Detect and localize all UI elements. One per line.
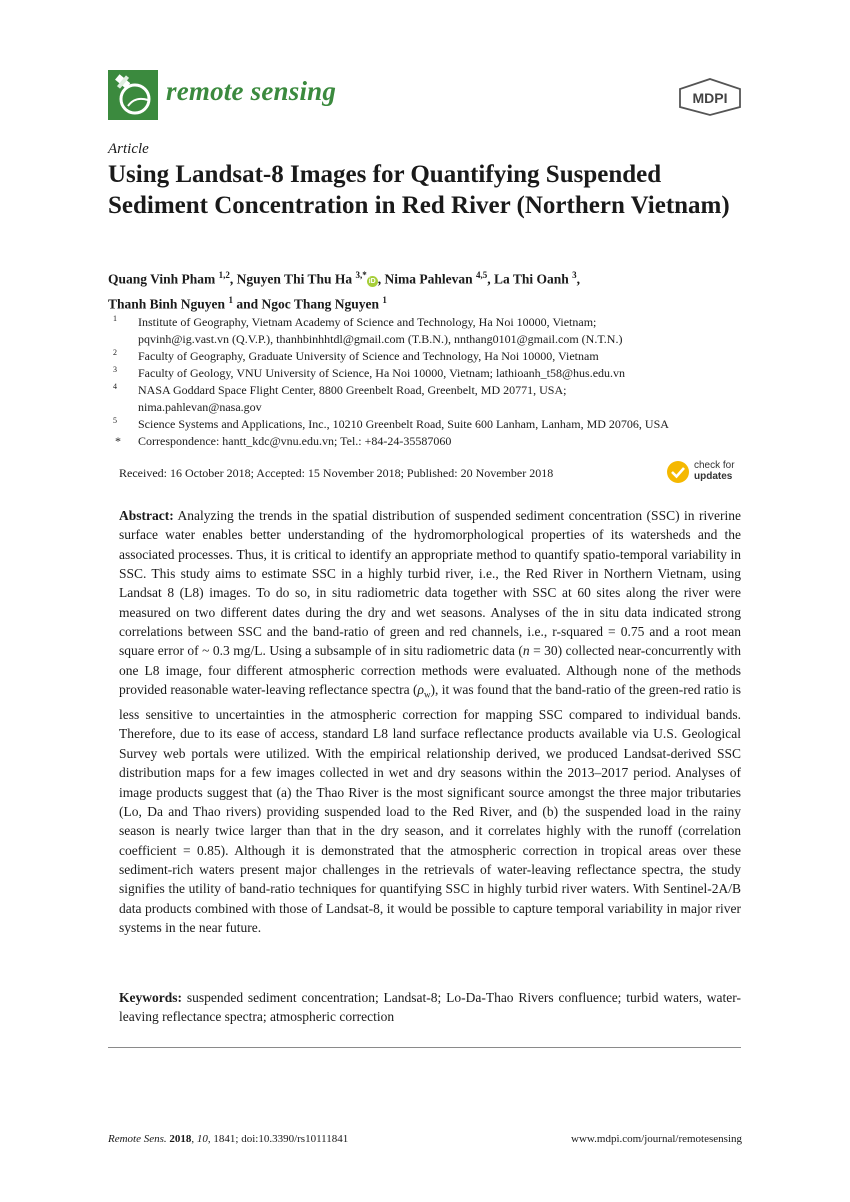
keywords [119, 988, 741, 1027]
author-separator: , [229, 271, 237, 287]
affiliation-text-continued: nima.pahlevan@nasa.gov [138, 400, 262, 414]
author-affiliation-sup: 3,* [355, 270, 367, 280]
affiliation-text: Institute of Geography, Vietnam Academy of Science and Technology, Ha Noi 10000, Vietnam; [138, 315, 597, 329]
author-affiliation-sup: 4,5 [476, 270, 488, 280]
footer-journal-abbr: Remote Sens. [108, 1133, 167, 1145]
mdpi-logo-icon [678, 78, 742, 116]
correspondence-text: Correspondence: hantt_kdc@vnu.edu.vn; Tel.: +84-24-35587060 [138, 434, 452, 448]
author-name: Nguyen Thi Thu Ha [236, 271, 353, 287]
footer-doi: , 1841; doi:10.3390/rs10111841 [207, 1133, 349, 1145]
check-icon [666, 460, 690, 484]
affiliation-item [108, 416, 748, 433]
affiliation-number: 3 [113, 365, 117, 374]
author-name: Thanh Binh Nguyen [108, 296, 226, 311]
abstract-rho: ρ [417, 682, 424, 698]
abstract-rho-sub: w [423, 689, 431, 700]
article-type: Article [108, 141, 149, 157]
author-name: La Thi Oanh [494, 271, 569, 287]
author-affiliation-sup: 1 [382, 294, 387, 305]
footer-year: 2018 [169, 1133, 192, 1145]
abstract-label: Abstract: [119, 508, 174, 523]
journal-url-link[interactable]: www.mdpi.com/journal/remotesensing [571, 1133, 742, 1145]
footer-volume: 10 [196, 1133, 208, 1145]
abstract-text-1: Analyzing the trends in the spatial distribution of suspended sediment concentration (SSC) in riverine surface water enables better understanding of the hydromorphological properties of its watersheds and the associated processes. Thus, it is critical to identify an appropriate method to quantify spatio-temporal variability in SSC. This study aims to estimate SSC in a highly turbid river, i.e., the Red River in Northern Vietnam, using Landsat 8 (L8) images. To do so, in situ radiometric data together with SSC at 60 sites along the river were measured on two different dates during the dry and wet seasons. Analyses of the in situ data indicated strong correlations between SSC and the band-ratio of green and red channels, i.e., r-squared = 0.75 and a root mean square error of ~ 0.3 mg/L. Using a subsample of in situ radiometric data ( [119, 508, 741, 659]
abstract-italic-n: n [522, 643, 530, 659]
author-name: Quang Vinh Pham [108, 271, 216, 287]
check-updates-line2: updates [694, 471, 733, 482]
affiliations [108, 314, 748, 450]
mdpi-logo-text: MDPI [692, 90, 728, 106]
affiliation-item [108, 348, 748, 365]
affiliation-text: NASA Goddard Space Flight Center, 8800 Greenbelt Road, Greenbelt, MD 20771, USA; [138, 383, 567, 397]
author-affiliation-sup: 1,2 [218, 270, 230, 280]
author-affiliation-sup: 3 [572, 270, 577, 280]
affiliation-number: 1 [113, 314, 117, 323]
author-list [108, 265, 758, 314]
footer-citation: Remote Sens. 2018, 10, 1841; doi:10.3390/rs10111841 [108, 1133, 349, 1145]
author-separator: , [487, 271, 494, 287]
check-for-updates-button[interactable] [666, 458, 746, 488]
author-separator: , [576, 271, 581, 287]
author-separator: and [232, 296, 262, 311]
author-separator: , [377, 271, 385, 287]
publication-dates: Received: 16 October 2018; Accepted: 15 November 2018; Published: 20 November 2018 [119, 466, 554, 480]
abstract-text-2: = 30) collected near-concurrently with one L8 image, four different atmospheric correction methods were evaluated. Although none of the methods provided reasonable water-leaving reflectance spectra ( [119, 643, 741, 698]
affiliation-item [108, 382, 748, 416]
affiliation-number: 4 [113, 382, 117, 391]
abstract [119, 506, 741, 937]
orcid-icon[interactable]: iD [368, 277, 376, 285]
author-name: Nima Pahlevan [384, 271, 473, 287]
affiliation-text: Science Systems and Applications, Inc., 10210 Greenbelt Road, Suite 600 Lanham, Lanham, MD 20706, USA [138, 417, 669, 431]
affiliation-number: 2 [113, 348, 117, 357]
correspondence-mark: * [115, 434, 121, 448]
paper-title: Using Landsat-8 Images for Quantifying Suspended Sediment Concentration in Red River (Northern Vietnam) [108, 161, 730, 219]
divider [108, 1047, 741, 1048]
check-updates-line1: check for [694, 460, 735, 471]
abstract-text-3: ), it was found that the band-ratio of the green-red ratio is less sensitive to uncertainties in the atmospheric correction for mapping SSC compared to individual bands. Therefore, due to its ease of access, standard L8 land surface reflectance products available via U.S. Geological Survey web portals were utilized. With the empirical relationship derived, we produced Landsat-derived SSC distribution maps for a few images collected in wet and dry seasons within the 2013–2017 period. Analyses of image products suggest that (a) the Thao River is the most significant source amongst the three major tributaries (Lo, Da and Thao rivers) providing suspended load to the Red River, and (b) the suspended load in the rainy season is nearly twice larger than that in the dry season, and it correlates highly with the runoff (correlation coefficient = 0.85). Although it is demonstrated that the atmospheric correction in tropical areas over these sediment-rich waters present major challenges in the retrievals of water-leaving reflectance spectra, the study signifies the utility of band-ratio techniques for quantifying SSC in highly turbid river waters. With Sentinel-2A/B data products combined with those of Landsat-8, it would be possible to capture temporal variability in major river systems in the near future. [119, 682, 741, 935]
author-name: Ngoc Thang Nguyen [261, 296, 379, 311]
keywords-label: Keywords: [119, 990, 182, 1005]
author-affiliation-sup: 1 [228, 294, 233, 305]
correspondence [108, 433, 748, 450]
affiliation-item [108, 314, 748, 348]
affiliation-number: 5 [113, 416, 117, 425]
journal-logo-icon [108, 70, 158, 120]
affiliation-text-continued: pqvinh@ig.vast.vn (Q.V.P.), thanhbinhhtdl@gmail.com (T.B.N.), nnthang0101@gmail.com (N.T.N.) [138, 332, 623, 346]
affiliation-text: Faculty of Geography, Graduate University of Science and Technology, Ha Noi 10000, Vietnam [138, 349, 599, 363]
keywords-text: suspended sediment concentration; Landsat-8; Lo-Da-Thao Rivers confluence; turbid waters, water-leaving reflectance spectra; atmospheric correction [119, 990, 741, 1025]
journal-name: remote sensing [166, 76, 337, 106]
affiliation-item [108, 365, 748, 382]
affiliation-text: Faculty of Geology, VNU University of Science, Ha Noi 10000, Vietnam; lathioanh_t58@hus.edu.vn [138, 366, 626, 380]
